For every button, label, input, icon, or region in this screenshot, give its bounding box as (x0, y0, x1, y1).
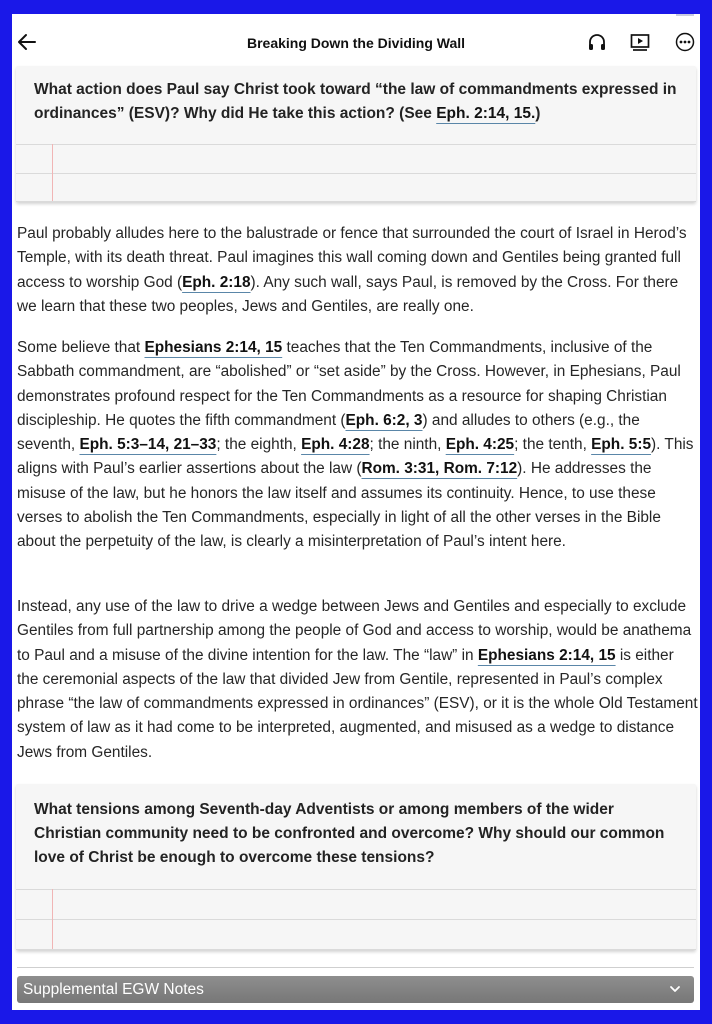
chevron-down-icon (668, 982, 682, 996)
answer-area-1[interactable] (16, 144, 696, 202)
supplemental-egw-notes-toggle[interactable] (17, 976, 694, 1003)
scripture-link[interactable]: Eph. 5:5 (591, 436, 652, 454)
answer-area-2[interactable] (16, 889, 696, 950)
headphones-icon[interactable] (586, 31, 608, 53)
back-arrow-icon[interactable] (16, 31, 38, 53)
question-card-2 (16, 784, 696, 950)
supplemental-label: Supplemental EGW Notes (23, 980, 204, 998)
scripture-link[interactable]: Eph. 5:3–14, 21–33 (79, 436, 217, 454)
question-card-1 (16, 66, 696, 202)
scripture-link[interactable]: Ephesians 2:14, 15 (477, 646, 616, 664)
page-title: Breaking Down the Dividing Wall (246, 35, 466, 51)
lesson-paragraph-2: Some believe that Ephesians 2:14, 15 teaches that the Ten Commandments, inclusive of the Sabbath commandment, are “abolished” or “set aside” by the Cross. However, in Ephesians, Paul demonstrates profound respect for the Ten Commandments as a resource for shaping Christian discipleship. He quotes the fifth commandment (Eph. 6:2, 3) and alludes to others (e.g., the seventh, Eph. 5:3–14, 21–33; the eighth, Eph. 4:28; the ninth, Eph. 4:25; the tenth, Eph. 5:5). This aligns with Paul’s earlier assertions about the law (Rom. 3:31, Rom. 7:12). He addresses the misuse of the law, but he honors the law itself and assumes its continuity. Hence, to use these verses to abolish the Ten Commandments, especially in light of all the other verses in the Bible about the perpetuity of the law, is clearly a misinterpretation of Paul’s intent here. (17, 339, 694, 551)
scripture-link[interactable]: Eph. 6:2, 3 (345, 411, 423, 429)
question-1-text: What action does Paul say Christ took toward “the law of commandments expressed in ordinances” (ESV)? Why did He take this action? (See Eph. 2:14, 15.) (34, 81, 677, 122)
scripture-link[interactable]: Eph. 4:25 (445, 436, 515, 454)
lesson-paragraph-1: Paul probably alludes here to the balustrade or fence that surrounded the court of Israel in Herod’s Temple, with its death threat. Paul imagines this wall coming down and Gentiles being granted full access to worship God (Eph. 2:18). Any such wall, says Paul, is removed by the Cross. For there we learn that these two peoples, Jews and Gentiles, are really one. (17, 225, 687, 315)
scripture-link[interactable]: Eph. 4:28 (301, 436, 370, 454)
top-bar (12, 14, 700, 72)
more-options-icon[interactable] (674, 31, 696, 53)
play-video-icon[interactable] (629, 31, 651, 53)
scripture-link[interactable]: Rom. 3:31, Rom. 7:12 (361, 460, 518, 478)
question-2-text: What tensions among Seventh-day Adventists or among members of the wider Christian community need to be confronted and overcome? Why should our common love of Christ be enough to overcome these tensions? (34, 801, 665, 866)
lesson-paragraph-3: Instead, any use of the law to drive a wedge between Jews and Gentiles and especially to exclude Gentiles from full partnership among the people of God and access to worship, would be anathema to Paul and a misuse of the divine intention for the law. The “law” in Ephesians 2:14, 15 is either the ceremonial aspects of the law that divided Jew from Gentile, represented in Paul’s complex phrase “the law of commandments expressed in ordinances” (ESV), or it is the whole Old Testament system of law as it had come to be interpreted, augmented, and misused as a wedge to distance Jews from Gentiles. (17, 598, 698, 761)
scripture-link[interactable]: Eph. 2:14, 15. (436, 105, 536, 122)
scripture-link[interactable]: Eph. 2:18 (182, 273, 251, 291)
divider (17, 967, 694, 968)
app-screen (12, 14, 700, 1010)
scripture-link[interactable]: Ephesians 2:14, 15 (144, 339, 283, 356)
